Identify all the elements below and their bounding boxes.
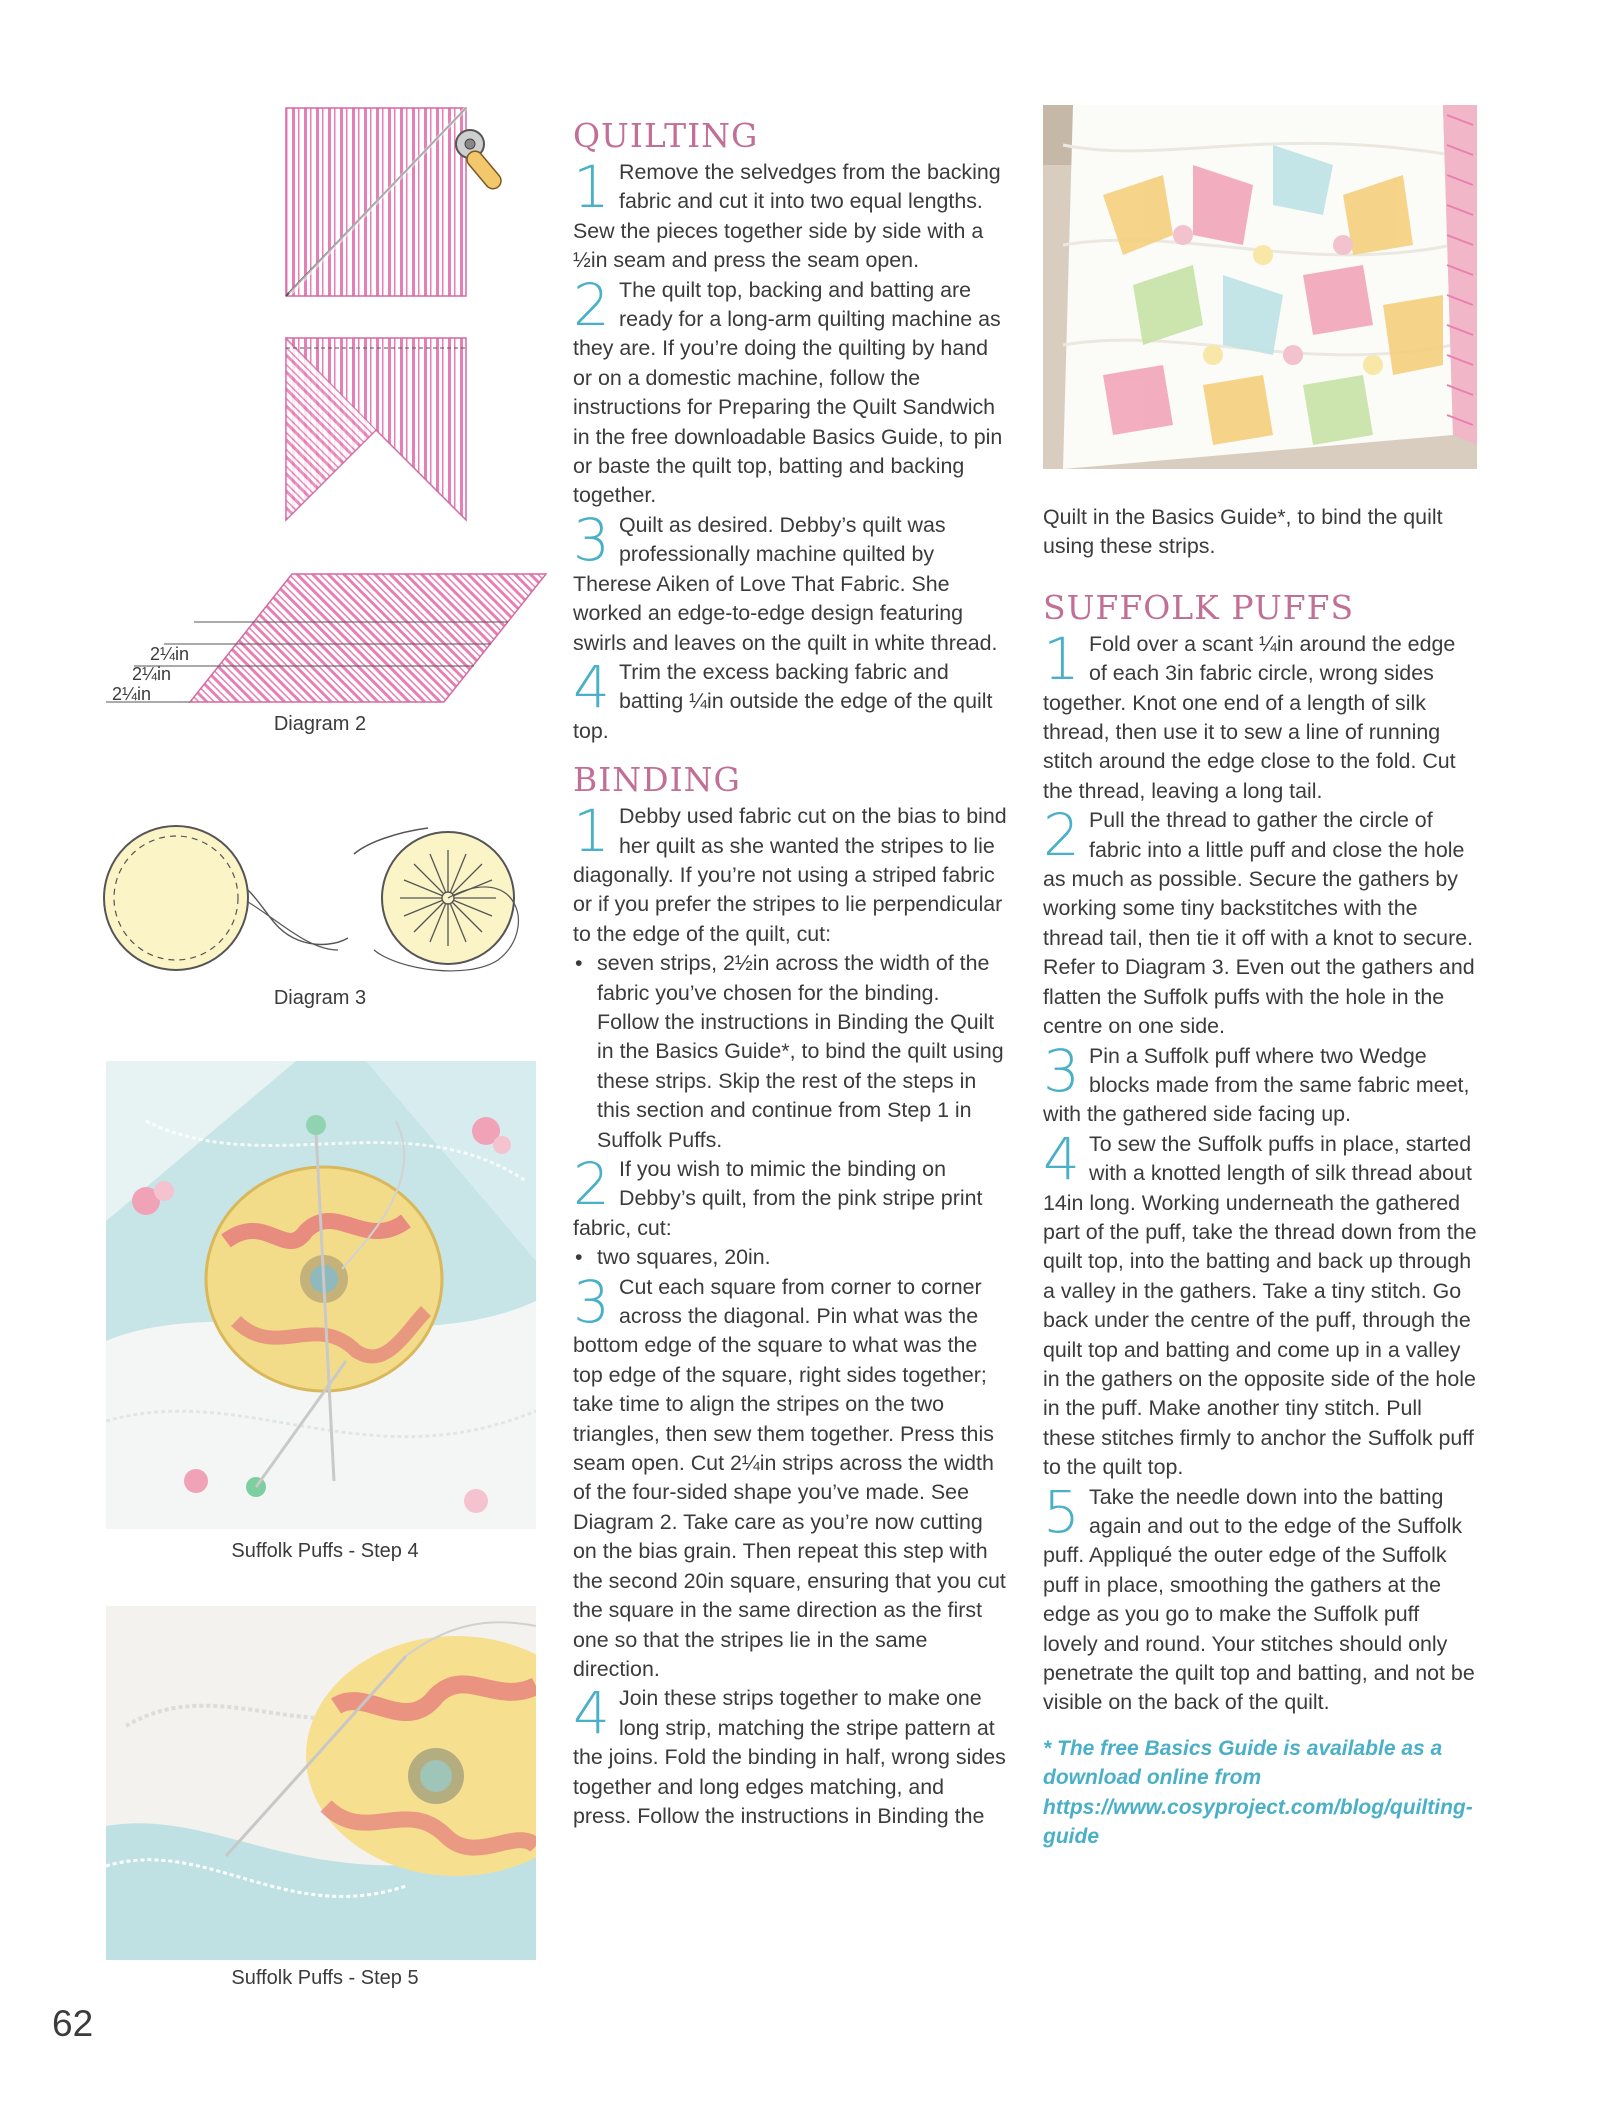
step-text: To sew the Suffolk puffs in place, started with a knotted length of silk thread about 14in long. Working underneath the gathered part of the puff, take the thread down from the quilt top, into the batting and back up through a valley in the gathers. Take a tiny stitch. Go back under the centre of the puff, through the quilt top and batting and come up in a valley in the gathers on the opposite side of the hole in the puff. Make another tiny stitch. Pull these stitches firmly to anchor the Suffolk puff to the quilt top. [1043,1131,1477,1480]
quilting-step-2 [573,270,1007,511]
diagram-triangles-joined [280,334,470,524]
step-number: 1 [573,153,610,221]
bullet-dot: • [575,951,583,976]
footnote-basics-guide: * The free Basics Guide is available as a download online from https://www.cosyproject.com/blog/quilting-guide [1043,1736,1473,1849]
diagram-2-label-1: 2¼in [150,644,190,664]
diagram-3 [98,820,558,980]
page-number: 62 [52,2003,94,2044]
step-number: 4 [1043,1124,1080,1193]
diagram-2 [104,570,554,710]
suffolk-step-2 [1043,801,1477,1041]
step-text: Quilt as desired. Debby’s quilt was professionally machine quilted by Therese Aiken of Love That Fabric. She worked an edge-to-edge design featuring swirls and leaves on the quilt in white thread. [573,512,998,655]
photo-finished-quilt [1043,105,1477,469]
step-number: 3 [1043,1036,1080,1105]
step-number: 1 [1043,624,1080,693]
binding-step-3 [573,1267,1007,1685]
binding-step-4-continued: Quilt in the Basics Guide*, to bind the quilt using these strips. [1043,505,1443,559]
suffolk-step-4 [1043,1124,1477,1483]
step-text: Pull the thread to gather the circle of fabric into a little puff and close the hole as much as possible. Secure the gathers by working some tiny backstitches with the thread tail, then tie it off with a knot to secure. Refer to Diagram 3. Even out the gathers and flatten the Suffolk puffs with the hole in the centre on one side. [1043,808,1475,1039]
binding-bullet-1 [573,949,1007,1155]
step-number: 2 [573,270,610,339]
suffolk-step-3 [1043,1036,1477,1130]
heading-suffolk-puffs: SUFFOLK PUFFS [1043,587,1355,627]
bullet-text: seven strips, 2½in across the width of the fabric you’ve chosen for the binding. Follow the instructions in Binding the Quilt in the Basics Guide*, to bind the quilt using these strips. Skip the rest of the steps in this section and continue from Step 1 in Suffolk Puffs. [597,951,1004,1152]
photo-step-5-caption: Suffolk Puffs - Step 5 [231,1967,419,1989]
photo-suffolk-puffs-step-4 [106,1061,536,1529]
heading-quilting: QUILTING [573,116,759,155]
bullet-text: two squares, 20in. [597,1245,771,1270]
binding-bullet-2 [573,1243,1007,1272]
step-text: Trim the excess backing fabric and batting ¼in outside the edge of the quilt top. [573,659,993,743]
step-number: 1 [573,797,610,866]
column-middle [573,116,1007,1831]
step-text: Debby used fabric cut on the bias to bind her quilt as she wanted the stripes to lie diagonally. If you’re not using a striped fabric or if you prefer the stripes to lie perpendicular to the edge of the quilt, cut: [573,804,1007,946]
step-number: 4 [573,652,610,721]
binding-step-1 [573,797,1007,949]
quilting-step-3 [573,505,1007,658]
step-number: 2 [1043,801,1080,870]
diagram-2-label-2: 2¼in [132,664,172,684]
column-right [1043,503,1477,1852]
photo-step-4-caption: Suffolk Puffs - Step 4 [231,1540,419,1562]
diagram-square-cut [280,104,520,302]
diagram-2-label-3: 2¼in [112,684,152,704]
bullet-dot: • [575,1245,583,1270]
step-number: 3 [573,505,610,574]
step-text: Cut each square from corner to corner across the diagonal. Pin what was the bottom edge of the square to what was the top edge of the square, right sides together; take time to align the stripes on the two triangles, then sew them together. Press this seam open. Cut 2¼in strips across the width of the four-sided shape you’ve made. See Diagram 2. Take care as you’re now cutting on the bias grain. Then repeat this step with the second 20in square, ensuring that you cut the square in the same direction as the first one so that the stripes lie in the same direction. [573,1274,1006,1681]
suffolk-step-5 [1043,1477,1477,1718]
step-text: Remove the selvedges from the backing fabric and cut it into two equal lengths. Sew the pieces together side by side with a ½in seam and press the seam open. [573,160,1001,273]
quilting-step-4 [573,652,1007,746]
step-text: Pin a Suffolk puff where two Wedge blocks made from the same fabric meet, with the gathered side facing up. [1043,1043,1470,1127]
heading-binding: BINDING [573,760,741,800]
suffolk-step-1 [1043,624,1477,806]
step-text: Fold over a scant ¼in around the edge of each 3in fabric circle, wrong sides together. Knot one end of a length of silk thread, then use it to sew a line of running stitch around the edge close to the fold. Cut the thread, leaving a long tail. [1043,631,1456,803]
step-text: Join these strips together to make one long strip, matching the stripe pattern at the joins. Fold the binding in half, wrong sides together and long edges matching, and press. Follow the instructions in Binding the [573,1686,1006,1828]
step-number: 4 [573,1679,610,1748]
step-number: 3 [573,1267,610,1336]
step-text: The quilt top, backing and batting are ready for a long-arm quilting machine as they are. If you’re doing the quilting by hand or on a domestic machine, follow the instructions for Preparing the Quilt Sandwich in the free downloadable Basics Guide, to pin or baste the quilt top, batting and backing together. [573,277,1003,508]
step-number: 5 [1043,1477,1080,1546]
binding-step-4 [573,1679,1007,1831]
step-text: If you wish to mimic the binding on Debby’s quilt, from the pink stripe print fabric, cut: [573,1157,983,1240]
quilting-step-1 [573,153,1007,276]
diagram-3-caption: Diagram 3 [273,987,367,1009]
binding-step-2 [573,1150,1007,1243]
diagram-2-caption: Diagram 2 [273,713,367,735]
step-text: Take the needle down into the batting again and out to the edge of the Suffolk puff. Appliqué the outer edge of the Suffolk puff in place, smoothing the gathers at the edge as you go to make the Suffolk puff lovely and round. Your stitches should only penetrate the quilt top and batting, and not be visible on the back of the quilt. [1043,1484,1475,1715]
photo-suffolk-puffs-step-5 [106,1606,536,1960]
step-number: 2 [573,1150,610,1218]
